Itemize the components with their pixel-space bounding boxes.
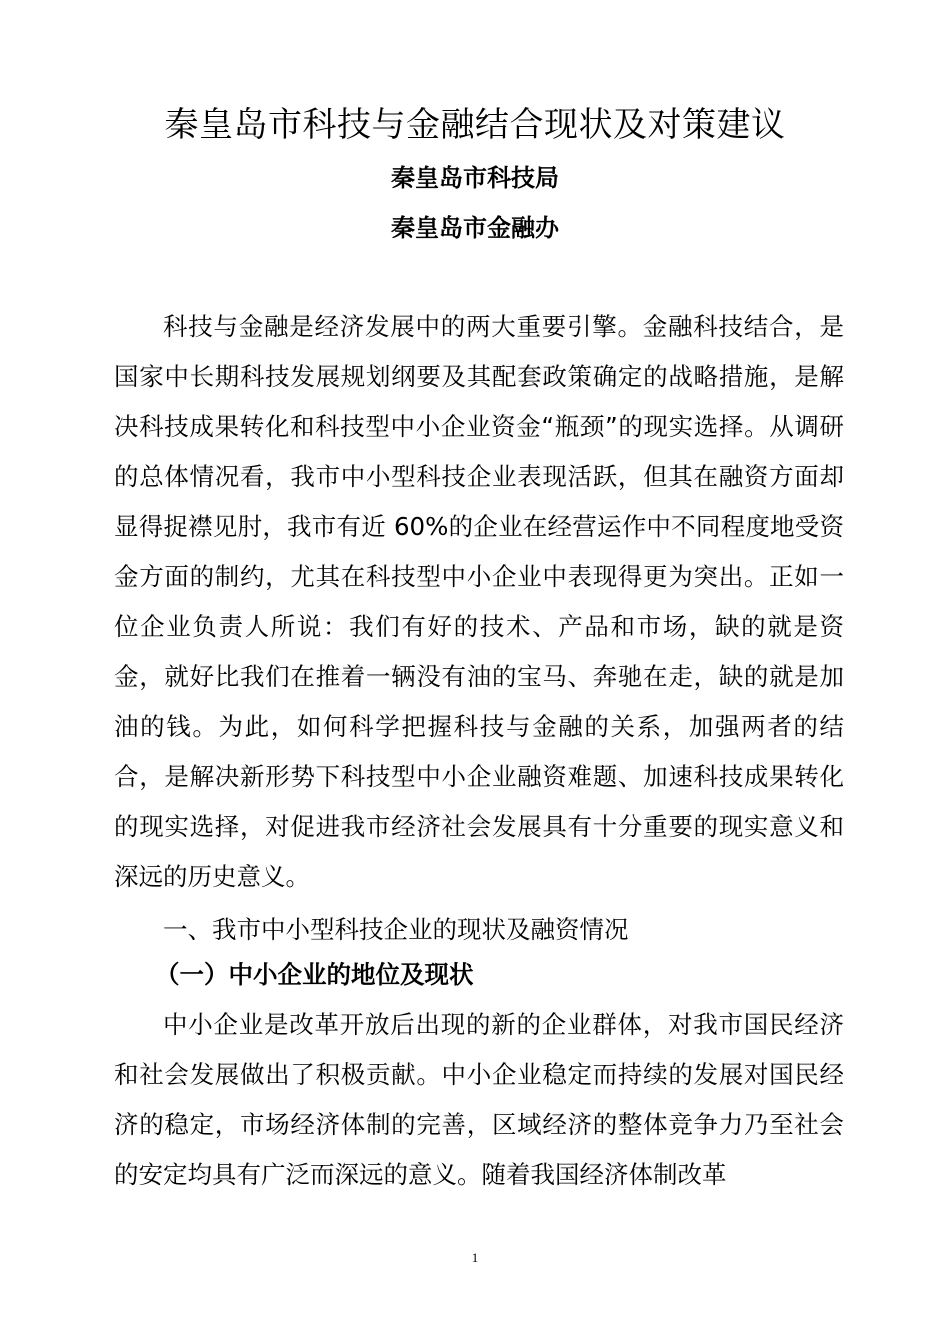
intro-paragraph: 科技与金融是经济发展中的两大重要引擎。金融科技结合，是国家中长期科技发展规划纲要及其配套政策确定的战略措施，是解决科技成果转化和科技型中小企业资金“瓶颈”的现实选择。从调研的总体情况看，我市中小型科技企业表现活跃，但其在融资方面却显得捉襟见肘，我市有近 60%的企业在经营运作中不同程度地受资金方面的制约，尤其在科技型中小企业中表现得更为突出。正如一位企业负责人所说：我们有好的技术、产品和市场，缺的就是资金，就好比我们在推着一辆没有油的宝马、奔驰在走，缺的就是加油的钱。为此，如何科学把握科技与金融的关系，加强两者的结合，是解决新形势下科技型中小企业融资难题、加速科技成果转化的现实选择，对促进我市经济社会发展具有十分重要的现实意义和深远的历史意义。 xyxy=(114,312,844,891)
author-organization-tech-bureau: 秦皇岛市科技局 xyxy=(391,164,559,192)
author-organization-finance-office: 秦皇岛市金融办 xyxy=(391,214,559,242)
body-paragraph: 中小企业是改革开放后出现的新的企业群体，对我市国民经济和社会发展做出了积极贡献。中小企业稳定而持续的发展对国民经济的稳定，市场经济体制的完善，区域经济的整体竞争力乃至社会的安定均具有广泛而深远的意义。随着我国经济体制改革 xyxy=(114,1010,844,1189)
subsection-heading: （一）中小企业的地位及现状 xyxy=(155,960,474,989)
section-heading: 一、我市中小型科技企业的现状及融资情况 xyxy=(163,915,629,944)
document-title: 秦皇岛市科技与金融结合现状及对策建议 xyxy=(164,105,786,145)
page-number: 1 xyxy=(471,1250,479,1265)
